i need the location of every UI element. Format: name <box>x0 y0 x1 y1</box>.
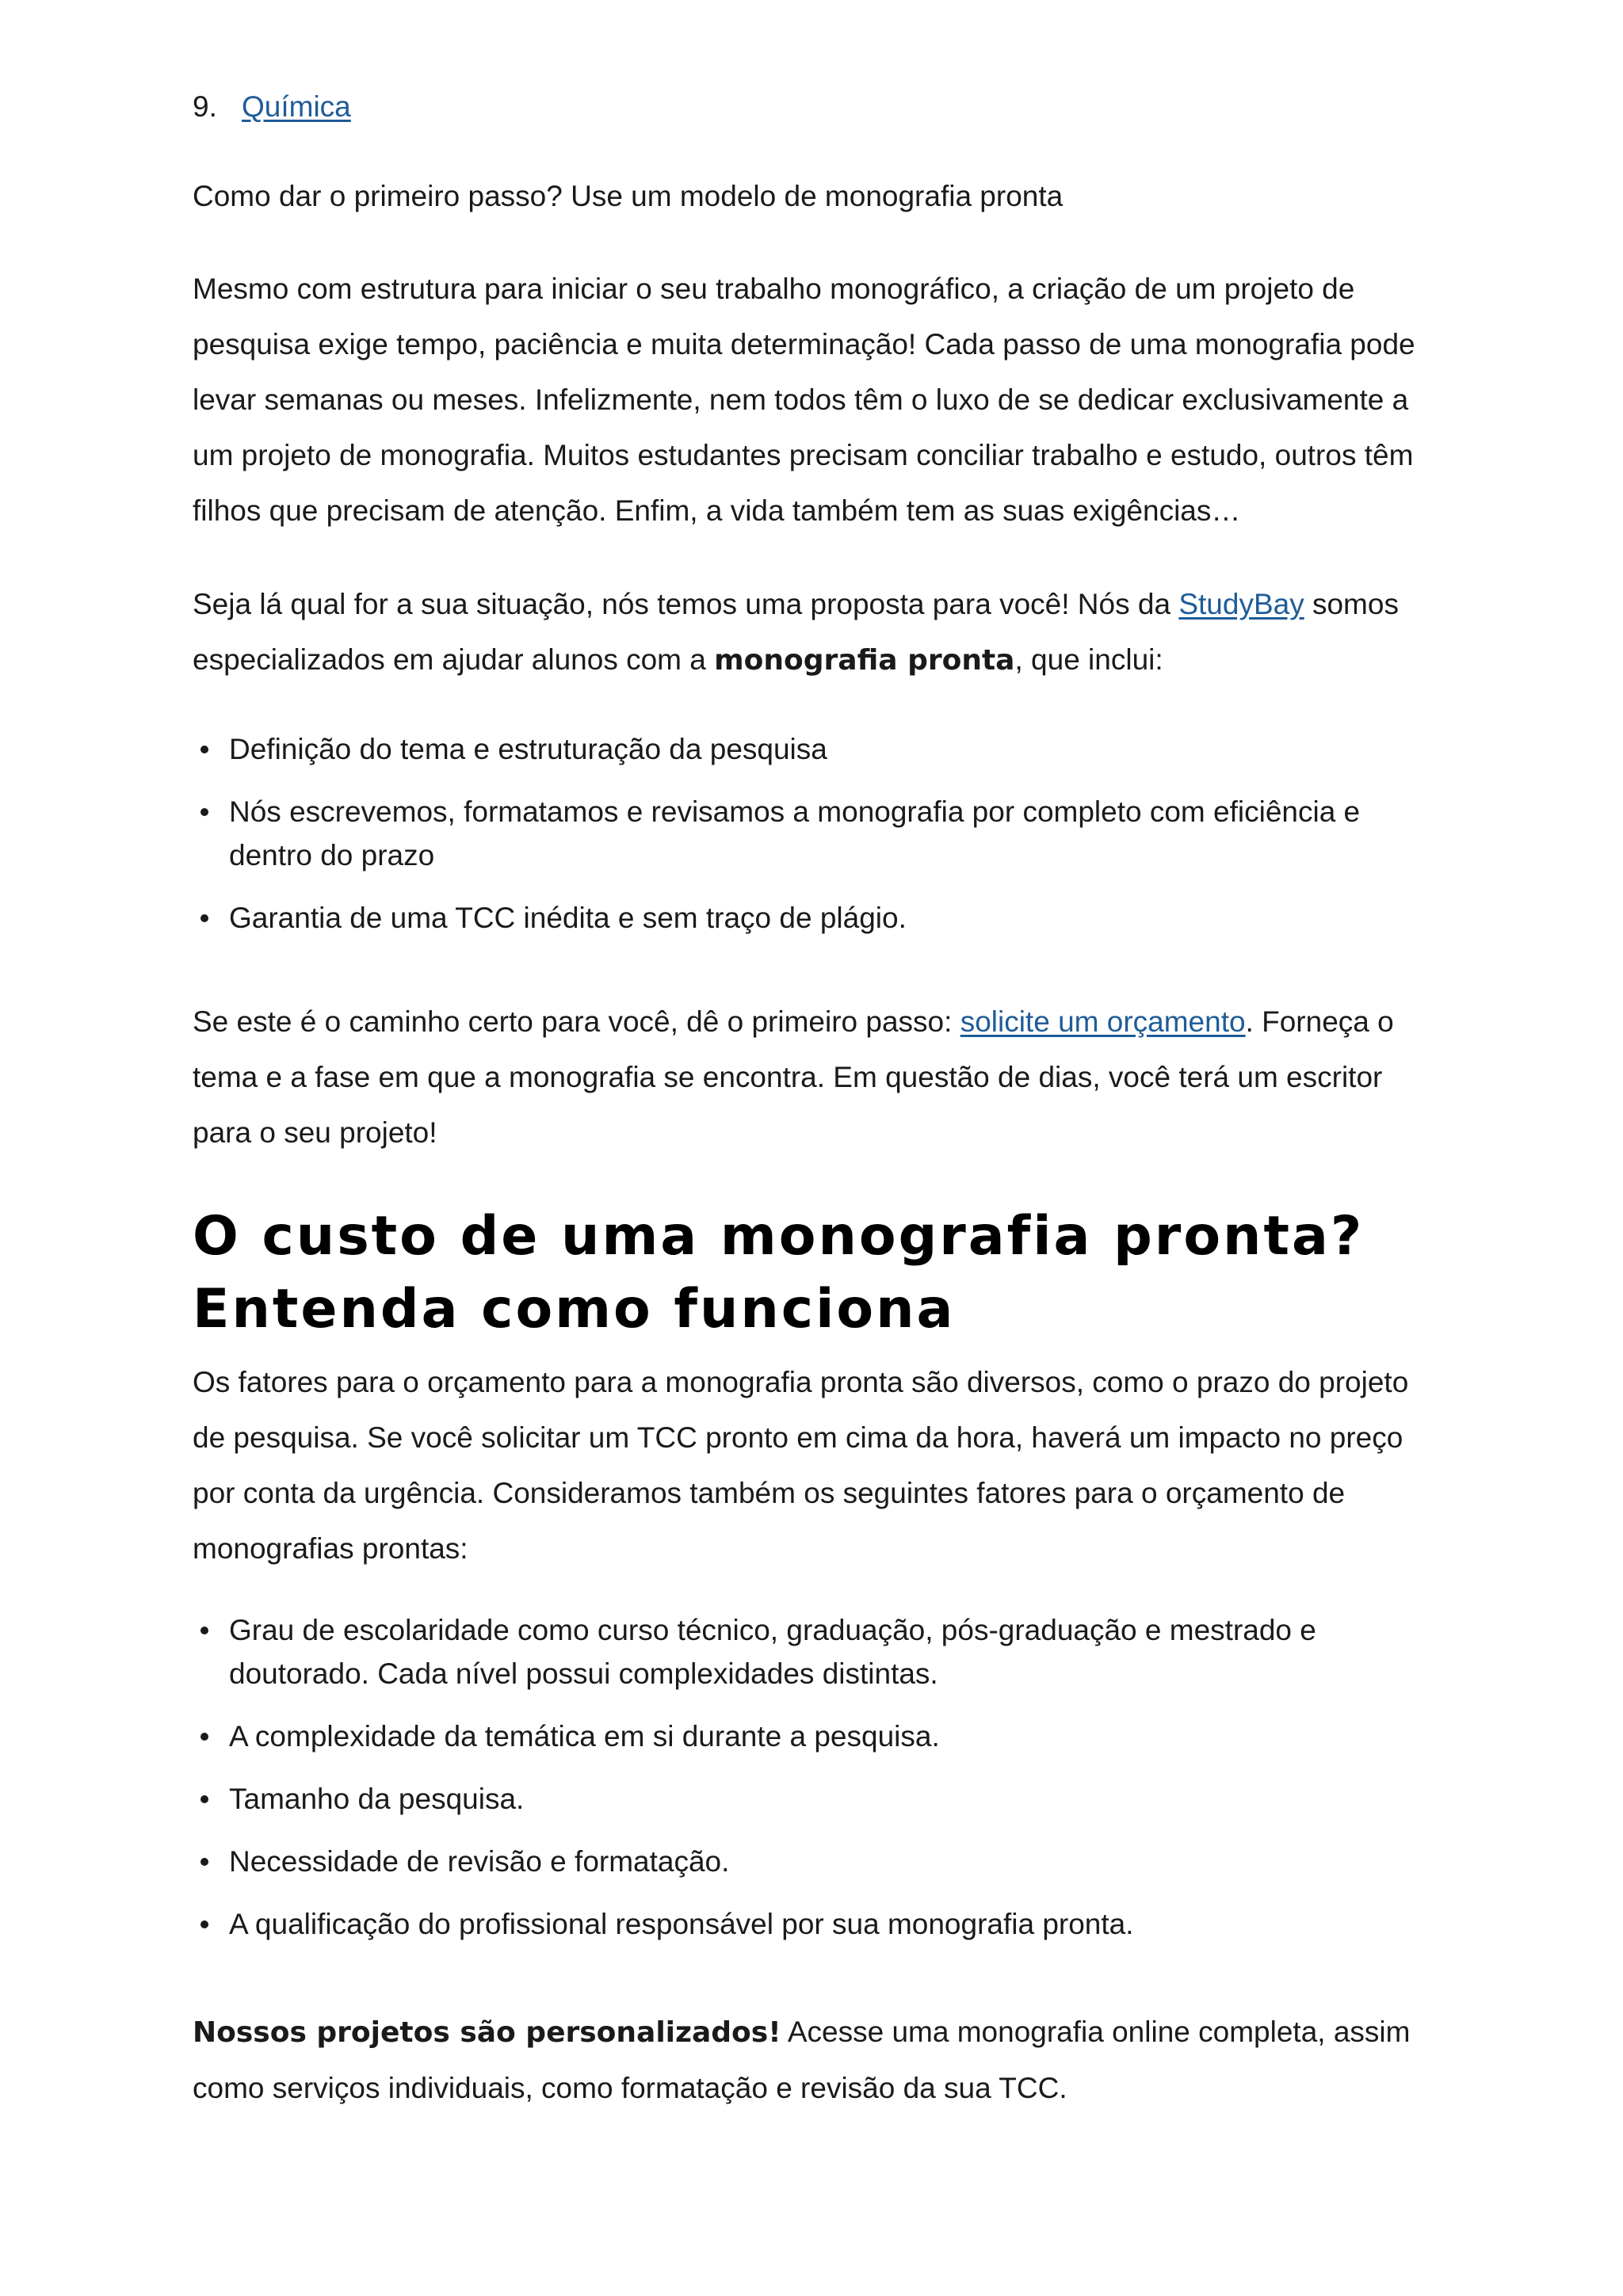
offer-paragraph <box>193 577 1445 688</box>
bullet-icon <box>200 1920 208 1928</box>
offer-text-middle: somos especializados em ajudar alunos com a <box>193 588 1399 676</box>
list-item <box>193 1840 1445 1883</box>
list-item-text: Necessidade de revisão e formatação. <box>229 1845 730 1878</box>
factors-list <box>193 1608 1445 1965</box>
bullet-icon <box>200 1627 208 1634</box>
quimica-link[interactable]: Química <box>242 90 351 123</box>
offer-text-end: , que inclui: <box>1014 643 1163 676</box>
bullet-icon <box>200 1733 208 1741</box>
list-item <box>193 896 1445 940</box>
time-paragraph: Mesmo com estrutura para iniciar o seu trabalho monográfico, a criação de um projeto de pesquisa exige tempo, paciência e muita determinação! Cada passo de uma monografia pode levar semanas ou meses. Infelizmente, nem todos têm o luxo de se dedicar exclusivamente a um projeto de monografia. Muitos estudantes precisam conciliar trabalho e estudo, outros têm filhos que precisam de atenção. Enfim, a vida também tem as suas exigências… <box>193 273 1415 527</box>
cta-text-start: Se este é o caminho certo para você, dê o primeiro passo: <box>193 1005 960 1038</box>
bullet-icon <box>200 808 208 816</box>
bullet-icon <box>200 1795 208 1803</box>
list-item <box>193 727 1445 771</box>
list-item-text: Grau de escolaridade como curso técnico, graduação, pós-graduação e mestrado e doutorado. Cada nível possui complexidades distintas. <box>229 1614 1316 1690</box>
request-quote-link[interactable]: solicite um orçamento <box>960 1005 1246 1038</box>
list-number: 9. <box>193 90 217 123</box>
bullet-icon <box>200 914 208 922</box>
cta-paragraph <box>193 994 1445 1161</box>
includes-list <box>193 727 1445 959</box>
list-item-text: Tamanho da pesquisa. <box>229 1783 525 1815</box>
list-item-text: Definição do tema e estruturação da pesquisa <box>229 733 827 765</box>
heading-line-2: Entenda como funciona <box>193 1278 956 1341</box>
numbered-list-item <box>193 79 351 135</box>
factors-paragraph: Os fatores para o orçamento para a monografia pronta são diversos, como o prazo do projeto de pesquisa. Se você solicitar um TCC pronto em cima da hora, haverá um impacto no preço por conta da urgência. Consideramos também os seguintes fatores para o orçamento de monografias prontas: <box>193 1366 1409 1565</box>
studybay-link[interactable]: StudyBay <box>1178 588 1304 620</box>
heading-line-1: O custo de uma monografia pronta? <box>193 1205 1365 1268</box>
list-item <box>193 1608 1445 1695</box>
intro-paragraph: Como dar o primeiro passo? Use um modelo de monografia pronta <box>193 180 1064 212</box>
cta-text-end: . Forneça o tema e a fase em que a monografia se encontra. Em questão de dias, você terá um escritor para o seu projeto! <box>193 1005 1394 1149</box>
closing-paragraph <box>193 2004 1445 2116</box>
bullet-icon <box>200 1858 208 1866</box>
list-item-text: Garantia de uma TCC inédita e sem traço de plágio. <box>229 902 907 934</box>
list-item <box>193 790 1445 877</box>
list-item-text: Nós escrevemos, formatamos e revisamos a monografia por completo com eficiência e dentro do prazo <box>229 795 1361 871</box>
bullet-icon <box>200 746 208 753</box>
list-item <box>193 1902 1445 1946</box>
closing-bold-text: Nossos projetos são personalizados! <box>193 2016 781 2049</box>
list-item <box>193 1714 1445 1758</box>
section-heading <box>193 1200 1476 1346</box>
offer-text-start: Seja lá qual for a sua situação, nós temos uma proposta para você! Nós da <box>193 588 1179 620</box>
closing-text: Acesse uma monografia online completa, assim como serviços individuais, como formatação e revisão da sua TCC. <box>193 2016 1411 2104</box>
list-item-text: A qualificação do profissional responsável por sua monografia pronta. <box>229 1908 1134 1940</box>
list-item <box>193 1777 1445 1821</box>
list-item-text: A complexidade da temática em si durante a pesquisa. <box>229 1720 940 1753</box>
offer-bold-text: monografia pronta <box>714 644 1015 677</box>
